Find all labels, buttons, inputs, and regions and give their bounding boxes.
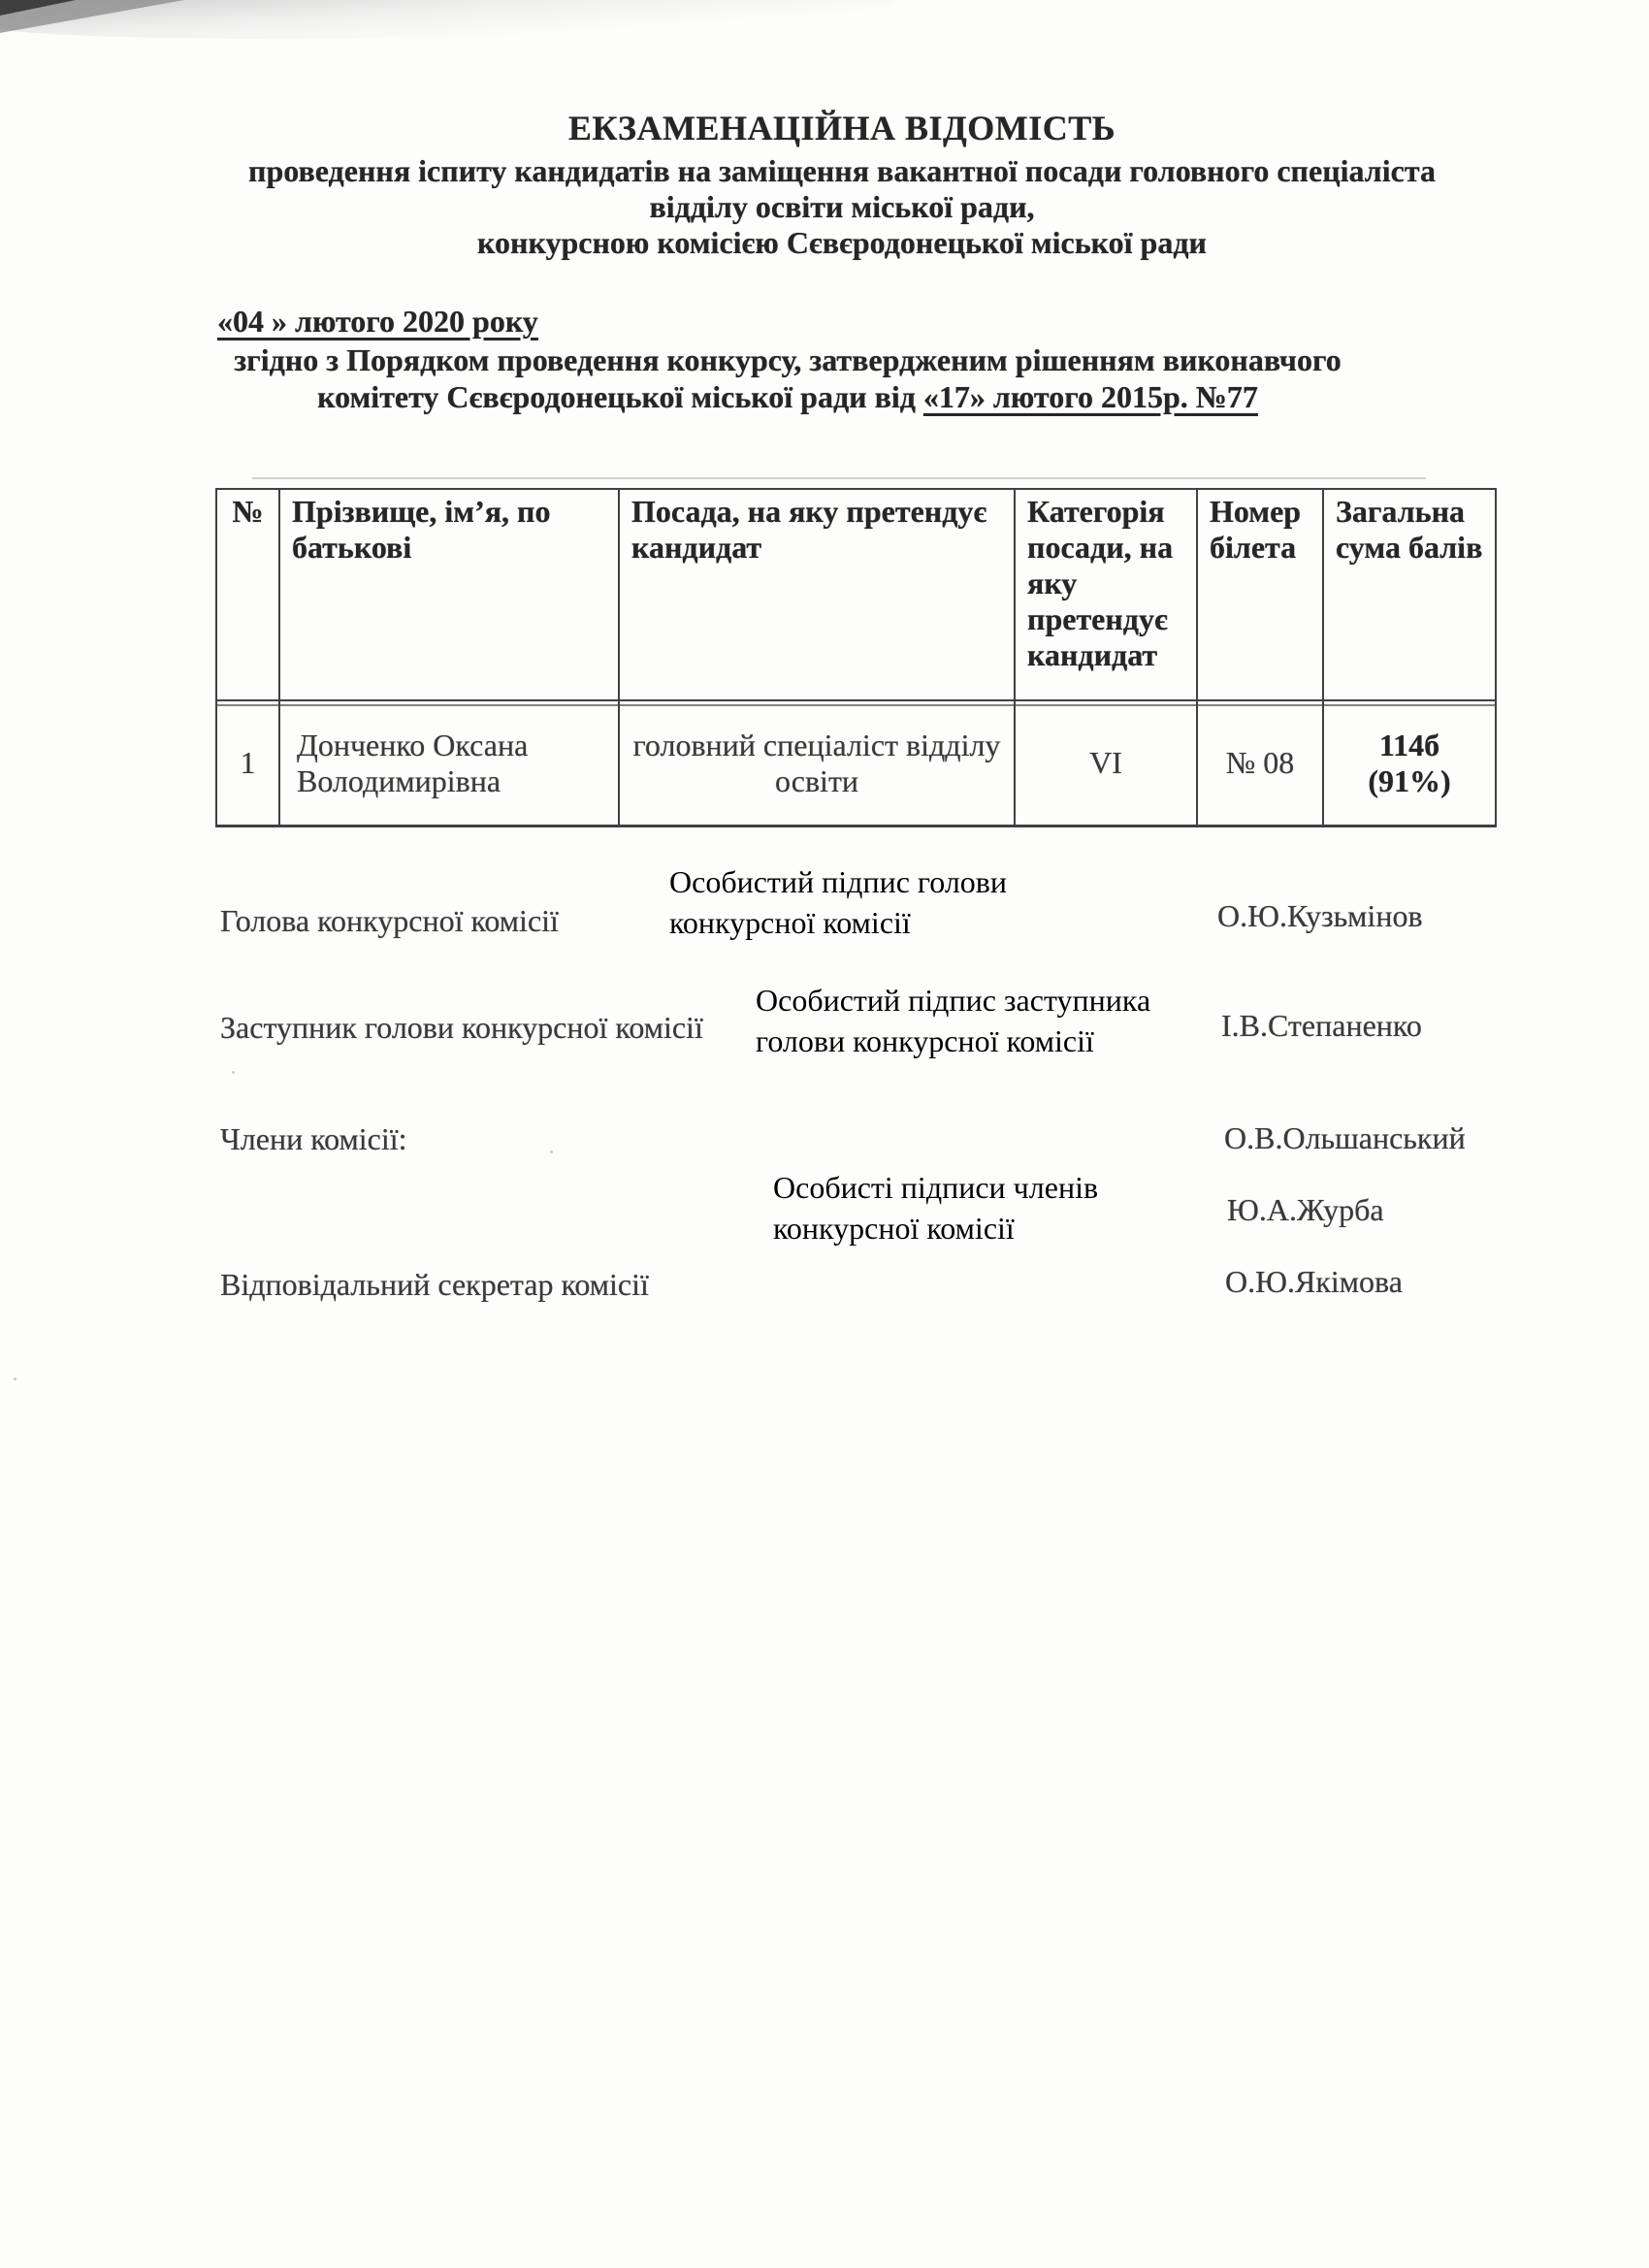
signature-overlay-deputy-line-2: голови конкурсної комісії bbox=[756, 1023, 1094, 1058]
signature-label-deputy: Заступник голови конкурсної комісії bbox=[220, 1010, 703, 1045]
legal-paragraph bbox=[0, 341, 1575, 415]
legal-line-1: згідно з Порядком проведення конкурсу, затвердженим рішенням виконавчого bbox=[234, 342, 1342, 377]
cell-category: VI bbox=[1015, 700, 1197, 826]
dust-speck bbox=[232, 1071, 235, 1074]
legal-line-2 bbox=[0, 378, 1575, 415]
signature-label-chair: Голова конкурсної комісії bbox=[220, 903, 559, 938]
signature-overlay-deputy-line-1: Особистий підпис заступника bbox=[756, 983, 1151, 1018]
signature-label-members: Члени комісії: bbox=[220, 1121, 407, 1156]
cell-row-number: 1 bbox=[216, 700, 279, 826]
cell-ticket-number: № 08 bbox=[1197, 700, 1323, 826]
header-cell-position: Посада, на яку претендує кандидат bbox=[619, 489, 1015, 700]
header-cell-ticket: Номер білета bbox=[1197, 489, 1323, 700]
signature-name-secretary: О.Ю.Якімова bbox=[1225, 1264, 1403, 1299]
signature-overlay-chair-line-1: Особистий підпис голови bbox=[669, 864, 1008, 899]
document-title: ЕКЗАМЕНАЦІЙНА ВІДОМІСТЬ bbox=[567, 109, 1116, 147]
signature-name-deputy: І.В.Степаненко bbox=[1221, 1008, 1422, 1043]
legal-line-2-prefix: комітету Сєвєродонецької міської ради від bbox=[317, 379, 923, 414]
underlined-date: «04 » лютого 2020 року bbox=[217, 304, 538, 339]
signature-overlay-deputy bbox=[756, 980, 1150, 1061]
score-percent: (91%) bbox=[1368, 762, 1451, 798]
scan-double-line-artifact bbox=[252, 477, 1426, 479]
signature-overlay-chair-line-2: конкурсної комісії bbox=[669, 905, 911, 940]
subtitle-line-2: відділу освіти міської ради, bbox=[649, 189, 1035, 224]
table-row bbox=[216, 700, 1496, 826]
cell-candidate-name: Донченко Оксана Володимирівна bbox=[279, 700, 619, 826]
cell-position: головний спеціаліст відділу освіти bbox=[619, 700, 1015, 826]
signature-overlay-members-line-1: Особисті підписи членів bbox=[773, 1170, 1099, 1205]
subtitle-line-3: конкурсною комісією Сєвєродонецької міської ради bbox=[477, 225, 1207, 260]
underlined-reference: «17» лютого 2015р. №77 bbox=[922, 379, 1258, 414]
cell-total-score bbox=[1323, 700, 1496, 826]
signature-name-chair: О.Ю.Кузьмінов bbox=[1217, 898, 1423, 933]
date-line bbox=[217, 303, 538, 340]
table-header-row bbox=[216, 489, 1496, 700]
header-cell-total-score: Загальна сума балів bbox=[1323, 489, 1496, 700]
signature-name-member-2: Ю.А.Журба bbox=[1227, 1192, 1384, 1227]
dust-speck bbox=[550, 1150, 553, 1153]
exam-results-table bbox=[215, 488, 1497, 827]
signature-label-secretary: Відповідальний секретар комісії bbox=[220, 1267, 649, 1302]
header-cell-category: Категорія посади, на яку претендує кандидат bbox=[1015, 489, 1197, 700]
signature-overlay-members bbox=[773, 1167, 1098, 1248]
signature-name-member-1: О.В.Ольшанський bbox=[1224, 1120, 1466, 1155]
signature-overlay-chair bbox=[669, 861, 1007, 943]
signature-overlay-members-line-2: конкурсної комісії bbox=[773, 1211, 1015, 1246]
dust-speck bbox=[14, 1377, 16, 1380]
header-cell-number: № bbox=[216, 489, 279, 700]
subtitle-line-1: проведення іспиту кандидатів на заміщення вакантної посади головного спеціаліста bbox=[248, 153, 1436, 188]
header-cell-candidate-name: Прізвище, ім’я, по батькові bbox=[279, 489, 619, 700]
score-value: 114б bbox=[1378, 727, 1440, 762]
